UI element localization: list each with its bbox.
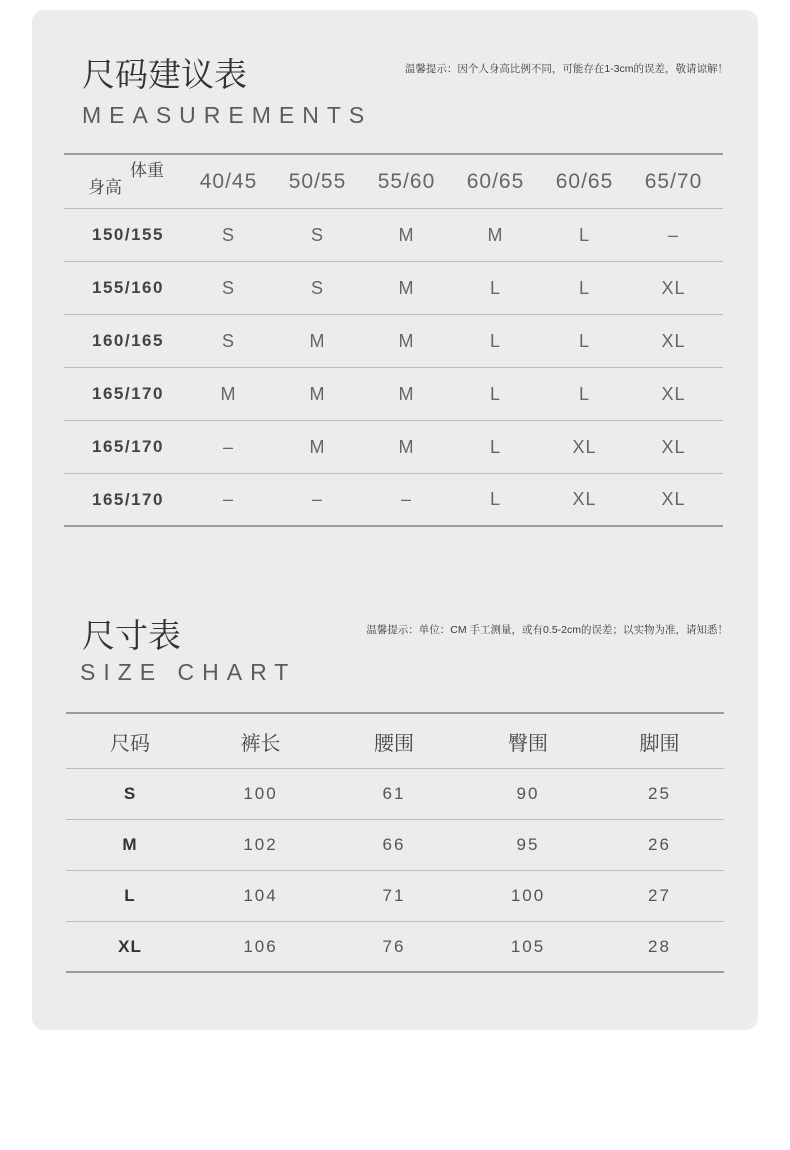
size-chart-row [66, 769, 724, 820]
measure-value: 66 [382, 835, 406, 854]
size-chart-row [66, 871, 724, 922]
measure-value: 90 [516, 784, 540, 803]
recommend-subtitle: MEASUREMENTS [82, 102, 373, 128]
height-axis-label: 身高 [88, 178, 122, 197]
size-cell: S [221, 224, 235, 245]
weight-header: 60/65 [555, 169, 614, 193]
recommend-header-row [64, 153, 723, 209]
measure-value: 25 [648, 784, 671, 803]
size-cell: – [222, 489, 234, 509]
recommend-row [64, 474, 723, 527]
size-recommend-table [64, 153, 723, 527]
size-cell: M [309, 436, 326, 457]
size-cell: – [222, 436, 234, 457]
size-cell: M [398, 383, 415, 404]
height-label: 165/170 [92, 384, 164, 403]
height-label: 165/170 [92, 489, 164, 509]
measure-value: 102 [243, 835, 278, 854]
size-name: L [124, 886, 136, 905]
size-cell: XL [661, 489, 686, 509]
size-chart-title: 尺寸表 [82, 617, 181, 654]
size-cell: L [578, 277, 590, 298]
measure-value: 100 [510, 886, 546, 905]
size-cell: XL [572, 436, 597, 457]
size-chart-header-row [66, 712, 724, 769]
height-label: 155/160 [92, 278, 164, 297]
size-cell: M [398, 436, 415, 457]
measure-value: 28 [648, 936, 671, 956]
weight-axis-label: 体重 [130, 161, 164, 180]
size-cell: M [309, 383, 326, 404]
measure-value: 61 [382, 784, 406, 803]
size-cell: S [310, 224, 324, 245]
recommend-tip: 温馨提示：因个人身高比例不同，可能存在1-3cm的误差，敬请谅解！ [404, 63, 728, 75]
size-cell: L [578, 383, 590, 404]
size-cell: XL [661, 436, 686, 457]
size-cell: M [398, 224, 415, 245]
measure-value: 104 [243, 886, 278, 905]
recommend-row [64, 262, 723, 315]
measure-value: 95 [516, 835, 540, 854]
measure-value: 106 [243, 936, 278, 956]
recommend-row [64, 421, 723, 474]
height-label: 165/170 [92, 437, 164, 456]
size-cell: L [489, 489, 501, 509]
corner-cell [64, 155, 184, 208]
recommend-row [64, 209, 723, 262]
size-cell: M [398, 330, 415, 351]
size-name: M [122, 835, 138, 854]
weight-header: 55/60 [377, 169, 436, 193]
size-cell: M [309, 330, 326, 351]
recommend-title: 尺码建议表 [82, 56, 247, 93]
size-chart-row [66, 820, 724, 871]
size-chart-table [66, 712, 724, 973]
height-label: 150/155 [92, 225, 164, 244]
size-cell: M [220, 383, 237, 404]
column-header: 裤长 [240, 732, 281, 755]
size-cell: S [221, 277, 235, 298]
measure-value: 100 [243, 784, 278, 803]
size-cell: XL [661, 330, 686, 351]
size-cell: L [578, 224, 590, 245]
size-cell: S [310, 277, 324, 298]
size-name: S [123, 784, 137, 803]
measure-value: 27 [648, 886, 671, 905]
size-cell: L [489, 436, 501, 457]
measure-value: 76 [382, 936, 406, 956]
size-cell: – [311, 489, 323, 509]
measure-value: 105 [510, 936, 546, 956]
measure-value: 26 [648, 835, 671, 854]
size-cell: L [578, 330, 590, 351]
size-cell: – [667, 224, 679, 245]
size-cell: M [487, 224, 504, 245]
column-header: 脚围 [639, 732, 680, 755]
column-header: 臀围 [508, 732, 548, 755]
size-cell: XL [661, 277, 686, 298]
size-cell: M [398, 277, 415, 298]
column-header: 尺码 [110, 732, 150, 755]
size-chart-tip: 温馨提示：单位：CM 手工测量，或有0.5-2cm的误差；以实物为准，请知悉！ [366, 624, 728, 636]
recommend-row [64, 368, 723, 421]
weight-header: 65/70 [644, 169, 703, 193]
size-cell: L [489, 277, 501, 298]
size-cell: XL [661, 383, 686, 404]
size-cell: L [489, 383, 501, 404]
size-name: XL [118, 936, 142, 956]
size-cell: S [221, 330, 235, 351]
size-cell: L [489, 330, 501, 351]
column-header: 腰围 [374, 732, 414, 755]
size-cell: XL [572, 489, 597, 509]
size-chart-subtitle: SIZE CHART [80, 659, 297, 685]
size-cell: – [400, 489, 412, 509]
weight-header: 40/45 [199, 169, 258, 193]
weight-header: 50/55 [288, 169, 347, 193]
size-guide-card [32, 10, 758, 1030]
recommend-row [64, 315, 723, 368]
measure-value: 71 [382, 886, 406, 905]
size-chart-row [66, 922, 724, 973]
weight-header: 60/65 [466, 169, 525, 193]
height-label: 160/165 [92, 331, 164, 350]
